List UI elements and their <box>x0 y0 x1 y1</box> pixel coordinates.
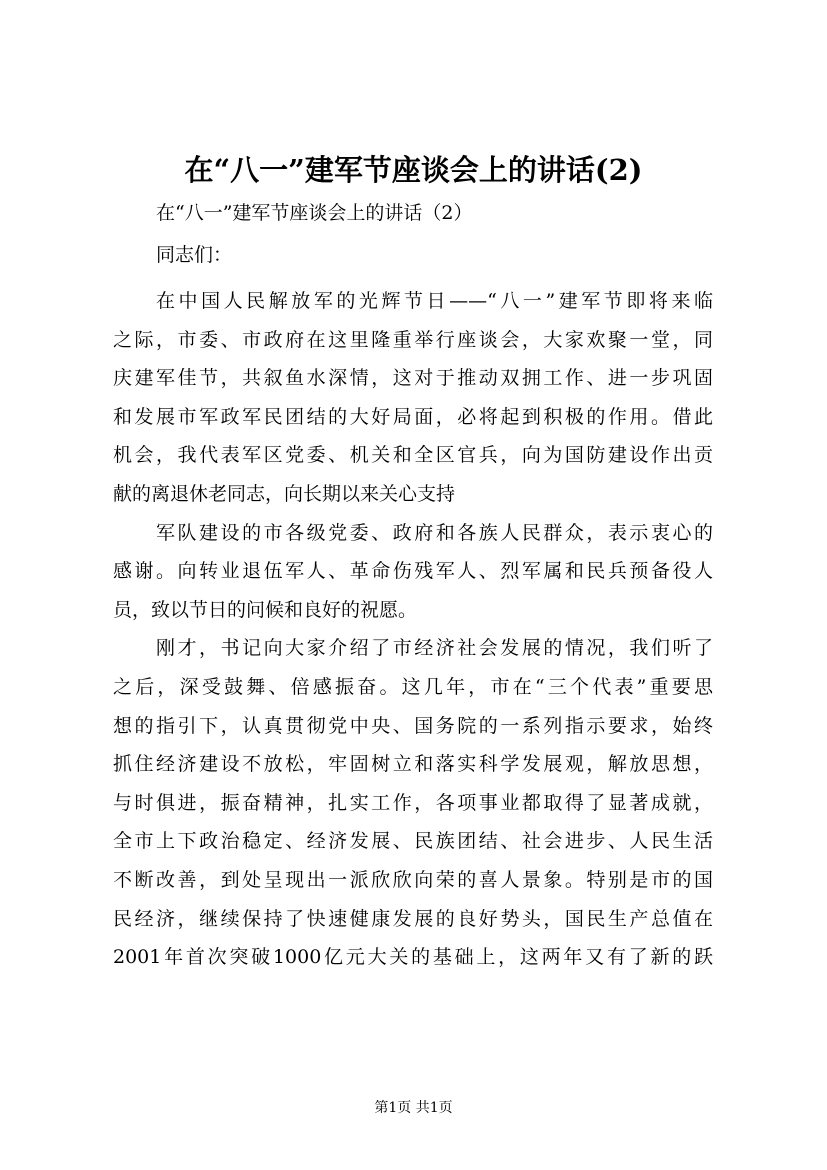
paragraph-3-line-8: 民经济，继续保持了快速健康发展的良好势头，国民生产总值在 <box>113 907 713 930</box>
paragraph-1-line-4: 和发展市军政军民团结的大好局面，必将起到积极的作用。借此 <box>113 405 713 428</box>
paragraph-3-line-5: 与时俱进，振奋精神，扎实工作，各项事业都取得了显著成就， <box>113 791 713 814</box>
paragraph-3-line-9: 2001年首次突破1000亿元大关的基础上，这两年又有了新的跃 <box>113 946 713 969</box>
paragraph-1-line-5: 机会，我代表军区党委、机关和全区官兵，向为国防建设作出贡 <box>113 444 713 467</box>
paragraph-3-line-3: 想的指引下，认真贯彻党中央、国务院的一系列指示要求，始终 <box>113 714 713 737</box>
paragraph-3-line-4: 抓住经济建设不放松，牢固树立和落实科学发展观，解放思想， <box>113 753 713 776</box>
paragraph-2-line-2: 感谢。向转业退伍军人、革命伤残军人、烈军属和民兵预备役人 <box>113 560 713 583</box>
salutation: 同志们： <box>156 244 233 266</box>
paragraph-1-line-6: 献的离退休老同志，向长期以来关心支持 <box>113 482 456 505</box>
document-subtitle: 在“八一”建军节座谈会上的讲话（2） <box>156 202 473 224</box>
paragraph-1-line-1: 在中国人民解放军的光辉节日——“八一”建军节即将来临 <box>156 290 713 312</box>
paragraph-3-line-1: 刚才，书记向大家介绍了市经济社会发展的情况，我们听了 <box>156 637 713 660</box>
paragraph-3-line-6: 全市上下政治稳定、经济发展、民族团结、社会进步、人民生活 <box>113 830 713 853</box>
document-body <box>113 282 713 977</box>
paragraph-1-line-3: 庆建军佳节，共叙鱼水深情，这对于推动双拥工作、进一步巩固 <box>113 367 713 390</box>
paragraph-3-line-2: 之后，深受鼓舞、倍感振奋。这几年，市在“三个代表”重要思 <box>113 675 713 698</box>
paragraph-3-line-7: 不断改善，到处呈现出一派欣欣向荣的喜人景象。特别是市的国 <box>113 868 713 891</box>
page-footer: 第1页 共1页 <box>374 1100 453 1116</box>
paragraph-2-line-1: 军队建设的市各级党委、政府和各族人民群众，表示衷心的 <box>156 521 713 544</box>
paragraph-1-line-2: 之际，市委、市政府在这里隆重举行座谈会，大家欢聚一堂，同 <box>113 328 713 351</box>
document-title: 在“八一”建军节座谈会上的讲话(2) <box>184 153 643 187</box>
paragraph-2-line-3: 员，致以节日的问候和良好的祝愿。 <box>113 598 418 621</box>
